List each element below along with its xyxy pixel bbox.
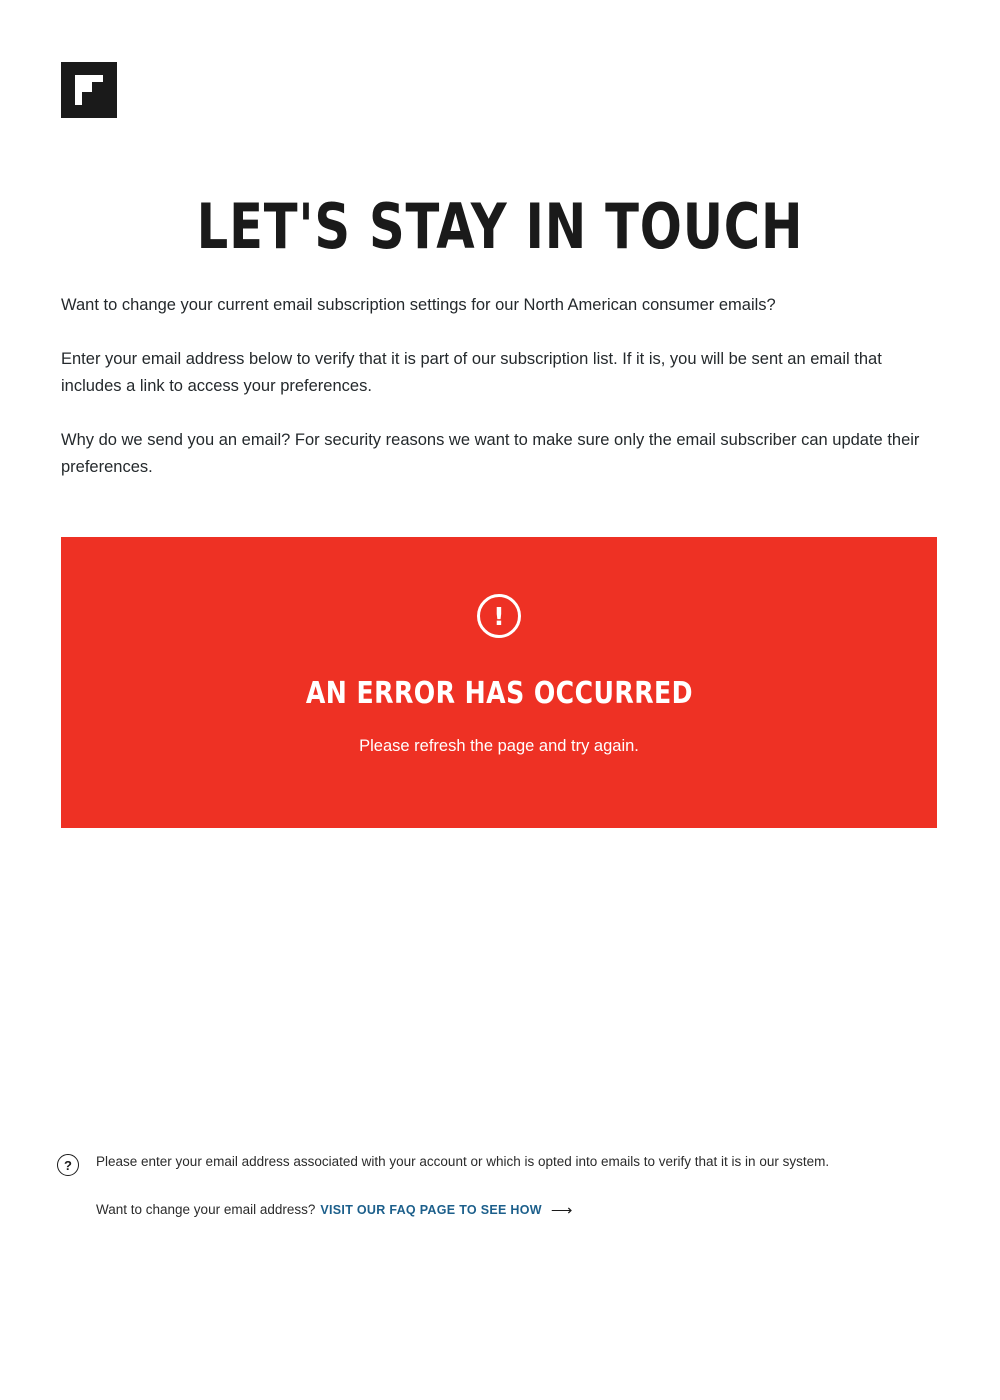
question-circle-icon	[57, 1154, 79, 1176]
logo-square	[61, 62, 117, 118]
faq-link[interactable]: VISIT OUR FAQ PAGE TO SEE HOW	[320, 1203, 542, 1217]
page-title: LET'S STAY IN TOUCH	[196, 189, 804, 263]
intro-copy	[61, 292, 933, 481]
help-text: Please enter your email address associated with your account or which is opted into emails to verify that it is in our system.	[96, 1154, 830, 1169]
faq-row	[96, 1200, 937, 1220]
flipboard-logo[interactable]	[61, 62, 117, 118]
help-row	[57, 1152, 937, 1176]
arrow-right-icon: ⟶	[550, 1201, 573, 1219]
error-title: AN ERROR HAS OCCURRED	[305, 676, 693, 711]
logo-bar-square	[82, 82, 92, 92]
exclamation-glyph: !	[493, 601, 505, 631]
error-banner	[61, 537, 937, 828]
error-message: Please refresh the page and try again.	[359, 737, 639, 755]
intro-paragraph-1: Want to change your current email subscription settings for our North American consumer emails?	[61, 296, 776, 314]
logo-bar-horizontal	[82, 75, 103, 82]
change-email-prompt: Want to change your email address?	[96, 1202, 316, 1217]
intro-paragraph-3: Why do we send you an email? For security reasons we want to make sure only the email subscriber can update their preferences.	[61, 431, 920, 476]
logo-bar-vertical	[75, 75, 82, 105]
footer-help	[57, 1152, 937, 1220]
question-glyph: ?	[64, 1157, 72, 1173]
intro-paragraph-2: Enter your email address below to verify that it is part of our subscription list. If it is, you will be sent an email that includes a link to access your preferences.	[61, 350, 882, 395]
exclamation-circle-icon	[477, 594, 521, 638]
logo-mark	[75, 75, 103, 105]
